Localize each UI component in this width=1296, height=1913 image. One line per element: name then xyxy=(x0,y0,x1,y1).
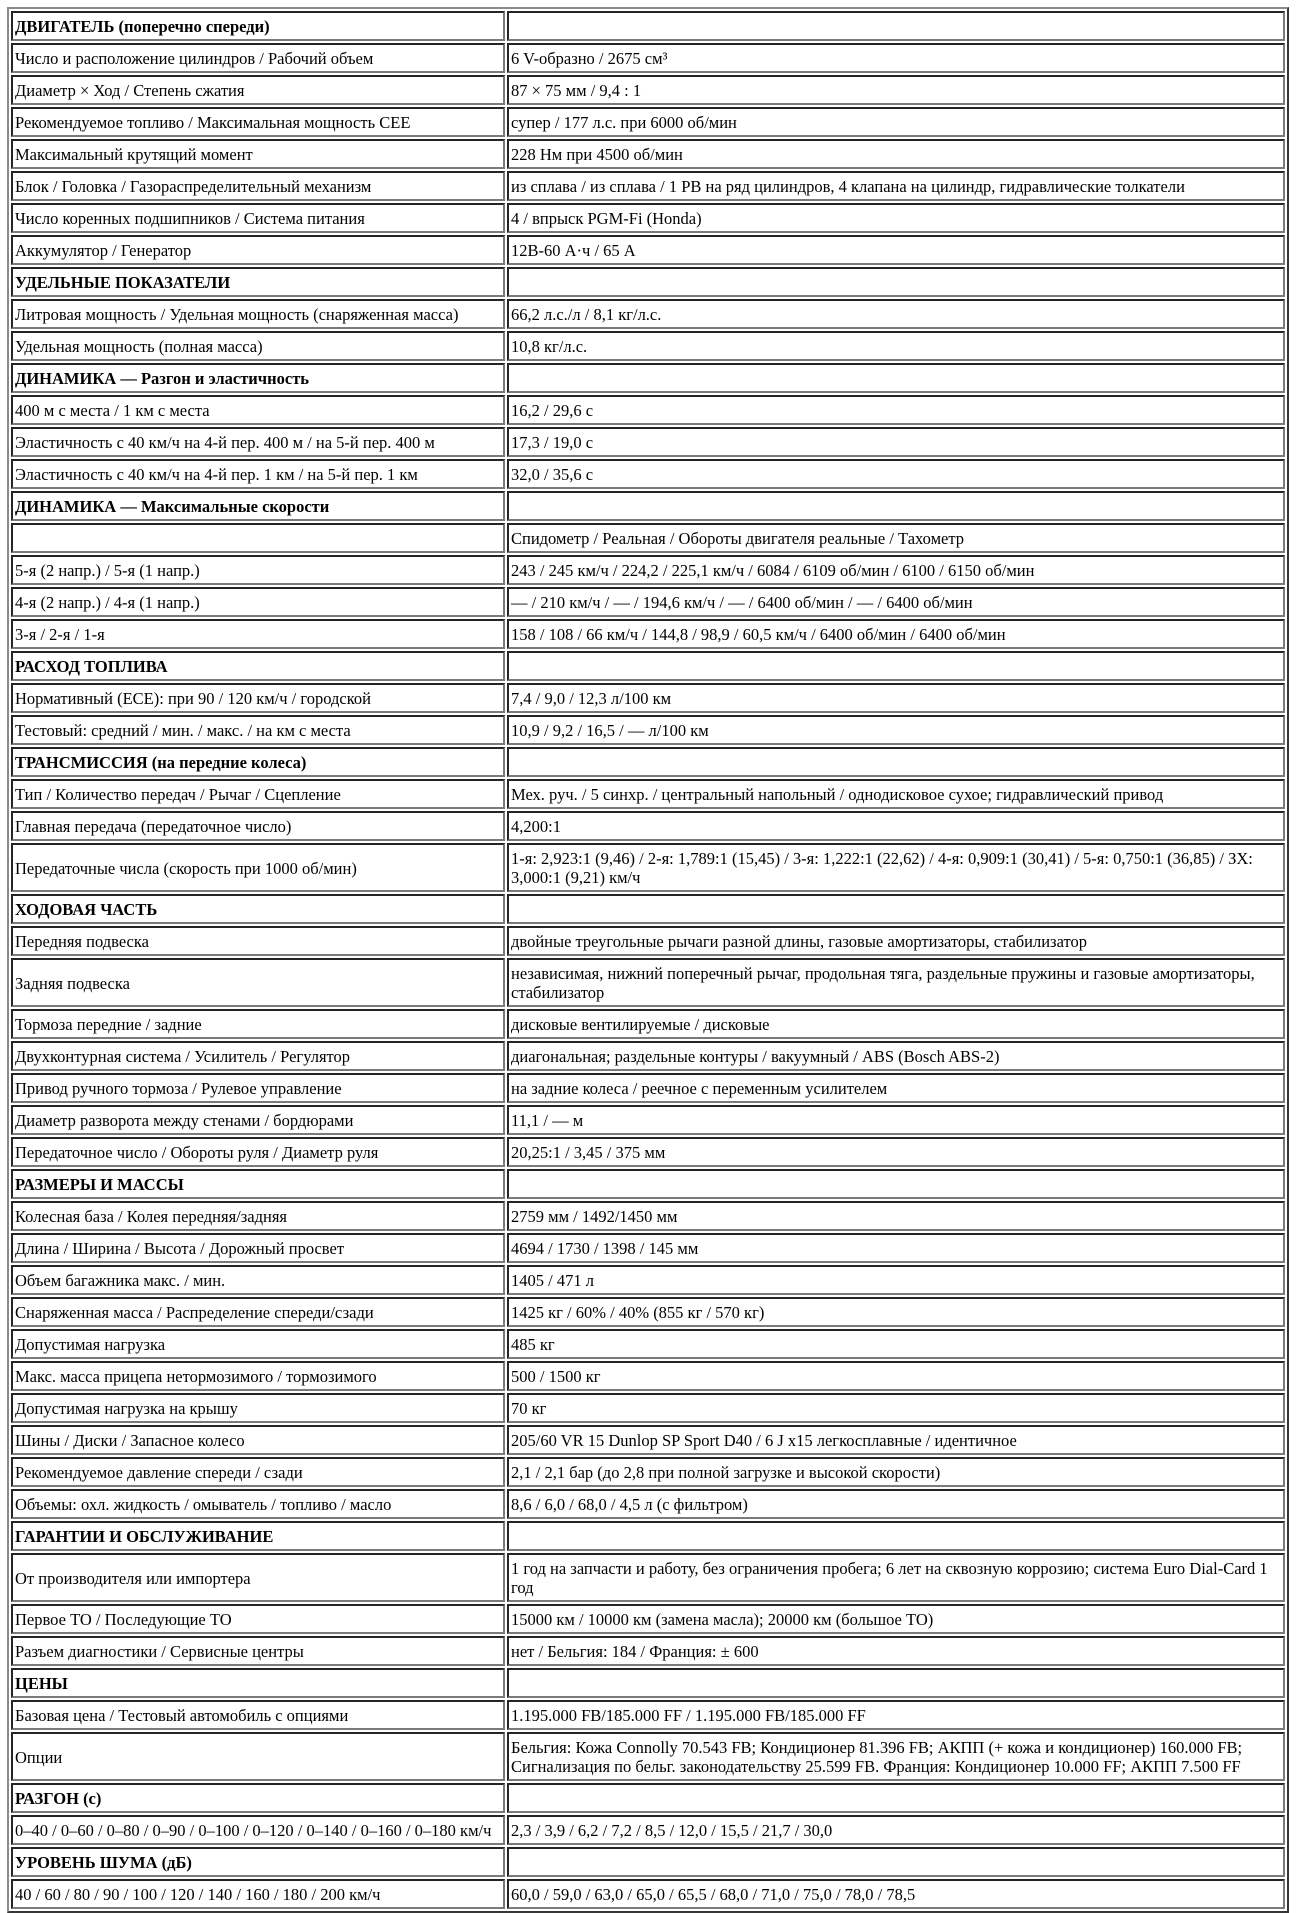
section-title: УДЕЛЬНЫЕ ПОКАЗАТЕЛИ xyxy=(11,267,505,297)
spec-value: 2,3 / 3,9 / 6,2 / 7,2 / 8,5 / 12,0 / 15,5 / 21,7 / 30,0 xyxy=(507,1815,1285,1845)
spec-value: 11,1 / — м xyxy=(507,1105,1285,1135)
spec-value xyxy=(507,651,1285,681)
section-header-row xyxy=(11,894,1285,924)
spec-value: 66,2 л.с./л / 8,1 кг/л.с. xyxy=(507,299,1285,329)
spec-value: 8,6 / 6,0 / 68,0 / 4,5 л (с фильтром) xyxy=(507,1489,1285,1519)
spec-label: Допустимая нагрузка на крышу xyxy=(11,1393,505,1423)
table-row xyxy=(11,299,1285,329)
section-header-row xyxy=(11,747,1285,777)
table-row xyxy=(11,1265,1285,1295)
spec-label: 4-я (2 напр.) / 4-я (1 напр.) xyxy=(11,587,505,617)
table-row xyxy=(11,1425,1285,1455)
spec-value: 1 год на запчасти и работу, без ограничения пробега; 6 лет на сквозную коррозию; система Euro Dial-Card 1 год xyxy=(507,1553,1285,1602)
spec-value xyxy=(507,1847,1285,1877)
table-row xyxy=(11,1700,1285,1730)
spec-value: 500 / 1500 кг xyxy=(507,1361,1285,1391)
spec-label: Колесная база / Колея передняя/задняя xyxy=(11,1201,505,1231)
section-header-row xyxy=(11,1847,1285,1877)
table-row xyxy=(11,1457,1285,1487)
section-title: ЦЕНЫ xyxy=(11,1668,505,1698)
spec-label: Привод ручного тормоза / Рулевое управление xyxy=(11,1073,505,1103)
section-title: ДВИГАТЕЛЬ (поперечно спереди) xyxy=(11,11,505,41)
spec-value xyxy=(507,1668,1285,1698)
spec-label: 3-я / 2-я / 1-я xyxy=(11,619,505,649)
table-row xyxy=(11,139,1285,169)
table-row xyxy=(11,1201,1285,1231)
spec-label: Рекомендуемое топливо / Максимальная мощность CEE xyxy=(11,107,505,137)
spec-value xyxy=(507,267,1285,297)
spec-value: 2759 мм / 1492/1450 мм xyxy=(507,1201,1285,1231)
table-row xyxy=(11,1329,1285,1359)
spec-value: на задние колеса / реечное с переменным усилителем xyxy=(507,1073,1285,1103)
table-row xyxy=(11,1233,1285,1263)
spec-value: 70 кг xyxy=(507,1393,1285,1423)
spec-value: 228 Нм при 4500 об/мин xyxy=(507,139,1285,169)
spec-value: 16,2 / 29,6 с xyxy=(507,395,1285,425)
spec-value: 4 / впрыск PGM-Fi (Honda) xyxy=(507,203,1285,233)
spec-value xyxy=(507,363,1285,393)
spec-label: Объем багажника макс. / мин. xyxy=(11,1265,505,1295)
spec-label: Удельная мощность (полная масса) xyxy=(11,331,505,361)
spec-label: Диаметр разворота между стенами / бордюрами xyxy=(11,1105,505,1135)
table-row xyxy=(11,1815,1285,1845)
spec-value: 4694 / 1730 / 1398 / 145 мм xyxy=(507,1233,1285,1263)
spec-value: 7,4 / 9,0 / 12,3 л/100 км xyxy=(507,683,1285,713)
spec-label: Тип / Количество передач / Рычаг / Сцепление xyxy=(11,779,505,809)
spec-value: 17,3 / 19,0 с xyxy=(507,427,1285,457)
section-header-row xyxy=(11,651,1285,681)
spec-value: 10,9 / 9,2 / 16,5 / — л/100 км xyxy=(507,715,1285,745)
table-row xyxy=(11,683,1285,713)
table-row xyxy=(11,619,1285,649)
spec-label: Передняя подвеска xyxy=(11,926,505,956)
table-row xyxy=(11,1073,1285,1103)
section-header-row xyxy=(11,491,1285,521)
spec-value: 6 V-образно / 2675 см³ xyxy=(507,43,1285,73)
spec-label: Тормоза передние / задние xyxy=(11,1009,505,1039)
table-row xyxy=(11,1489,1285,1519)
spec-value: — / 210 км/ч / — / 194,6 км/ч / — / 6400 об/мин / — / 6400 об/мин xyxy=(507,587,1285,617)
spec-label: Базовая цена / Тестовый автомобиль с опциями xyxy=(11,1700,505,1730)
spec-value: Спидометр / Реальная / Обороты двигателя реальные / Тахометр xyxy=(507,523,1285,553)
spec-label: Передаточные числа (скорость при 1000 об/мин) xyxy=(11,843,505,892)
table-row xyxy=(11,1105,1285,1135)
spec-value: 1-я: 2,923:1 (9,46) / 2-я: 1,789:1 (15,45) / 3-я: 1,222:1 (22,62) / 4-я: 0,909:1 (30,41) / 5-я: 0,750:1 (36,85) / ЗХ: 3,000:1 (9,21) км/ч xyxy=(507,843,1285,892)
spec-value xyxy=(507,1521,1285,1551)
spec-label: Разъем диагностики / Сервисные центры xyxy=(11,1636,505,1666)
spec-value: 485 кг xyxy=(507,1329,1285,1359)
table-row xyxy=(11,235,1285,265)
table-row xyxy=(11,1553,1285,1602)
table-row xyxy=(11,395,1285,425)
spec-label: Диаметр × Ход / Степень сжатия xyxy=(11,75,505,105)
spec-label: Первое ТО / Последующие ТО xyxy=(11,1604,505,1634)
table-row xyxy=(11,1636,1285,1666)
spec-value: Бельгия: Кожа Connolly 70.543 FB; Кондиционер 81.396 FB; АКПП (+ кожа и кондиционер) 160.000 FB; Сигнализация по бельг. законодательству 25.599 FB. Франция: Кондиционер 10.000 FF; АКПП 7.500 FF xyxy=(507,1732,1285,1781)
spec-value xyxy=(507,11,1285,41)
table-row xyxy=(11,1297,1285,1327)
spec-label: Тестовый: средний / мин. / макс. / на км с места xyxy=(11,715,505,745)
table-row xyxy=(11,43,1285,73)
spec-label: Эластичность с 40 км/ч на 4-й пер. 1 км / на 5-й пер. 1 км xyxy=(11,459,505,489)
spec-value: 1405 / 471 л xyxy=(507,1265,1285,1295)
spec-value: 2,1 / 2,1 бар (до 2,8 при полной загрузке и высокой скорости) xyxy=(507,1457,1285,1487)
spec-label: Максимальный крутящий момент xyxy=(11,139,505,169)
spec-value: 60,0 / 59,0 / 63,0 / 65,0 / 65,5 / 68,0 / 71,0 / 75,0 / 78,0 / 78,5 xyxy=(507,1879,1285,1909)
spec-value xyxy=(507,1783,1285,1813)
table-row xyxy=(11,203,1285,233)
spec-label: Блок / Головка / Газораспределительный механизм xyxy=(11,171,505,201)
spec-value: 10,8 кг/л.с. xyxy=(507,331,1285,361)
table-row xyxy=(11,331,1285,361)
spec-label: 400 м с места / 1 км с места xyxy=(11,395,505,425)
spec-value xyxy=(507,491,1285,521)
table-row xyxy=(11,1041,1285,1071)
spec-value: 158 / 108 / 66 км/ч / 144,8 / 98,9 / 60,5 км/ч / 6400 об/мин / 6400 об/мин xyxy=(507,619,1285,649)
spec-value: двойные треугольные рычаги разной длины, газовые амортизаторы, стабилизатор xyxy=(507,926,1285,956)
section-header-row xyxy=(11,1668,1285,1698)
section-title: ДИНАМИКА — Максимальные скорости xyxy=(11,491,505,521)
spec-label: 40 / 60 / 80 / 90 / 100 / 120 / 140 / 160 / 180 / 200 км/ч xyxy=(11,1879,505,1909)
section-header-row xyxy=(11,363,1285,393)
spec-value: 20,25:1 / 3,45 / 375 мм xyxy=(507,1137,1285,1167)
table-row xyxy=(11,523,1285,553)
spec-value: 205/60 VR 15 Dunlop SP Sport D40 / 6 J x15 легкосплавные / идентичное xyxy=(507,1425,1285,1455)
spec-value: Мех. руч. / 5 синхр. / центральный напольный / однодисковое сухое; гидравлический привод xyxy=(507,779,1285,809)
spec-value: независимая, нижний поперечный рычаг, продольная тяга, раздельные пружины и газовые амортизаторы, стабилизатор xyxy=(507,958,1285,1007)
section-header-row xyxy=(11,1783,1285,1813)
spec-label: Аккумулятор / Генератор xyxy=(11,235,505,265)
spec-value xyxy=(507,1169,1285,1199)
spec-value: 15000 км / 10000 км (замена масла); 20000 км (большое ТО) xyxy=(507,1604,1285,1634)
spec-label: Число и расположение цилиндров / Рабочий объем xyxy=(11,43,505,73)
spec-label: От производителя или импортера xyxy=(11,1553,505,1602)
table-row xyxy=(11,587,1285,617)
table-row xyxy=(11,107,1285,137)
spec-label: Литровая мощность / Удельная мощность (снаряженная масса) xyxy=(11,299,505,329)
table-row xyxy=(11,459,1285,489)
table-row xyxy=(11,779,1285,809)
spec-label: Нормативный (ECE): при 90 / 120 км/ч / городской xyxy=(11,683,505,713)
section-header-row xyxy=(11,267,1285,297)
spec-label: Передаточное число / Обороты руля / Диаметр руля xyxy=(11,1137,505,1167)
spec-label: 5-я (2 напр.) / 5-я (1 напр.) xyxy=(11,555,505,585)
spec-value: из сплава / из сплава / 1 РВ на ряд цилиндров, 4 клапана на цилиндр, гидравлические толкатели xyxy=(507,171,1285,201)
spec-label: Макс. масса прицепа нетормозимого / тормозимого xyxy=(11,1361,505,1391)
spec-value: 87 × 75 мм / 9,4 : 1 xyxy=(507,75,1285,105)
section-title: ДИНАМИКА — Разгон и эластичность xyxy=(11,363,505,393)
table-row xyxy=(11,1604,1285,1634)
spec-label: Двухконтурная система / Усилитель / Регулятор xyxy=(11,1041,505,1071)
table-row xyxy=(11,958,1285,1007)
spec-value: 1425 кг / 60% / 40% (855 кг / 570 кг) xyxy=(507,1297,1285,1327)
spec-value: 243 / 245 км/ч / 224,2 / 225,1 км/ч / 6084 / 6109 об/мин / 6100 / 6150 об/мин xyxy=(507,555,1285,585)
spec-label: Главная передача (передаточное число) xyxy=(11,811,505,841)
spec-label: Шины / Диски / Запасное колесо xyxy=(11,1425,505,1455)
spec-value xyxy=(507,894,1285,924)
table-row xyxy=(11,715,1285,745)
spec-value: супер / 177 л.с. при 6000 об/мин xyxy=(507,107,1285,137)
section-title: РАЗМЕРЫ И МАССЫ xyxy=(11,1169,505,1199)
spec-value: 32,0 / 35,6 с xyxy=(507,459,1285,489)
spec-table-body xyxy=(11,11,1285,1909)
spec-value: 4,200:1 xyxy=(507,811,1285,841)
table-row xyxy=(11,843,1285,892)
table-row xyxy=(11,1361,1285,1391)
section-title: РАСХОД ТОПЛИВА xyxy=(11,651,505,681)
section-title: РАЗГОН (с) xyxy=(11,1783,505,1813)
spec-value: нет / Бельгия: 184 / Франция: ± 600 xyxy=(507,1636,1285,1666)
section-header-row xyxy=(11,1521,1285,1551)
table-row xyxy=(11,75,1285,105)
section-title: ГАРАНТИИ И ОБСЛУЖИВАНИЕ xyxy=(11,1521,505,1551)
table-row xyxy=(11,171,1285,201)
table-row xyxy=(11,1393,1285,1423)
spec-label: 0–40 / 0–60 / 0–80 / 0–90 / 0–100 / 0–120 / 0–140 / 0–160 / 0–180 км/ч xyxy=(11,1815,505,1845)
section-title: УРОВЕНЬ ШУМА (дБ) xyxy=(11,1847,505,1877)
spec-label: Допустимая нагрузка xyxy=(11,1329,505,1359)
spec-label: Объемы: охл. жидкость / омыватель / топливо / масло xyxy=(11,1489,505,1519)
section-header-row xyxy=(11,11,1285,41)
table-row xyxy=(11,1137,1285,1167)
section-title: ТРАНСМИССИЯ (на передние колеса) xyxy=(11,747,505,777)
spec-label: Число коренных подшипников / Система питания xyxy=(11,203,505,233)
table-row xyxy=(11,1879,1285,1909)
spec-label: Снаряженная масса / Распределение спереди/сзади xyxy=(11,1297,505,1327)
spec-value xyxy=(507,747,1285,777)
table-row xyxy=(11,555,1285,585)
spec-label: Рекомендуемое давление спереди / сзади xyxy=(11,1457,505,1487)
table-row xyxy=(11,427,1285,457)
spec-value: 1.195.000 FB/185.000 FF / 1.195.000 FB/185.000 FF xyxy=(507,1700,1285,1730)
section-header-row xyxy=(11,1169,1285,1199)
section-title: ХОДОВАЯ ЧАСТЬ xyxy=(11,894,505,924)
spec-value: 12В-60 А·ч / 65 А xyxy=(507,235,1285,265)
spec-value: дисковые вентилируемые / дисковые xyxy=(507,1009,1285,1039)
spec-label xyxy=(11,523,505,553)
table-row xyxy=(11,1009,1285,1039)
spec-label: Длина / Ширина / Высота / Дорожный просвет xyxy=(11,1233,505,1263)
table-row xyxy=(11,926,1285,956)
spec-value: диагональная; раздельные контуры / вакуумный / ABS (Bosch ABS-2) xyxy=(507,1041,1285,1071)
table-row xyxy=(11,811,1285,841)
spec-label: Задняя подвеска xyxy=(11,958,505,1007)
table-row xyxy=(11,1732,1285,1781)
spec-label: Эластичность с 40 км/ч на 4-й пер. 400 м / на 5-й пер. 400 м xyxy=(11,427,505,457)
spec-table xyxy=(7,7,1289,1913)
spec-label: Опции xyxy=(11,1732,505,1781)
